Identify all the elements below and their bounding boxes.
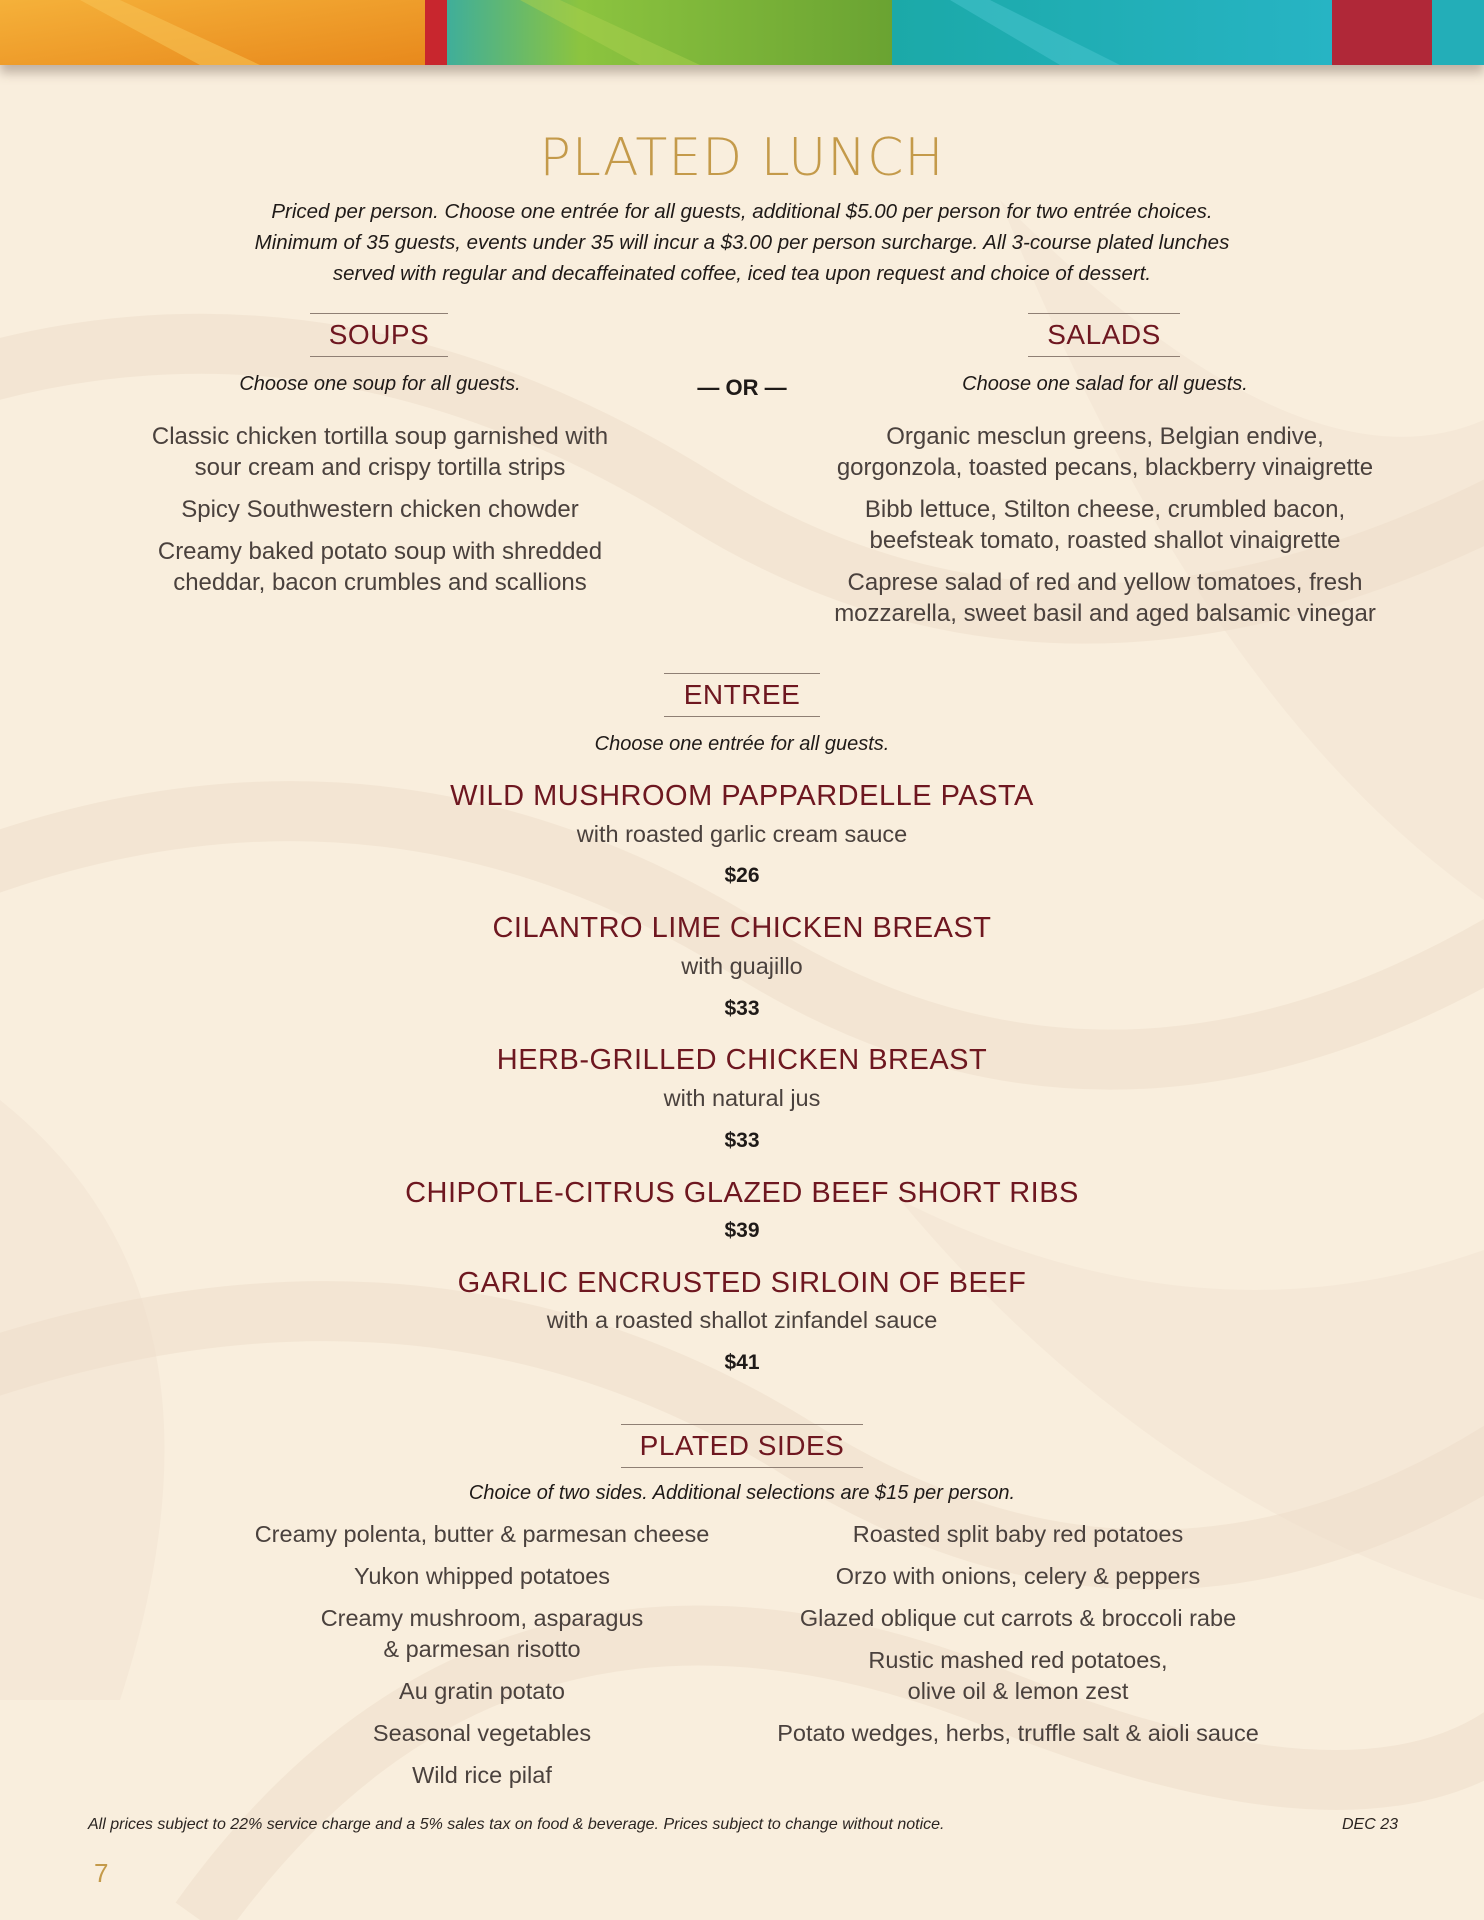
entree-heading: ENTREE	[664, 673, 820, 717]
entree-description: with a roasted shallot zinfandel sauce	[546, 1307, 938, 1333]
salads-list	[800, 421, 1410, 640]
list-item: Au gratin potato	[399, 1678, 565, 1704]
entree-name: HERB-GRILLED CHICKEN BREAST	[496, 1044, 988, 1076]
soups-note: Choose one soup for all guests.	[239, 373, 521, 395]
top-banner	[0, 0, 1484, 65]
list-item: Rustic mashed red potatoes, olive oil & lemon zest	[868, 1647, 1168, 1704]
list-item: Creamy polenta, butter & parmesan cheese	[254, 1521, 710, 1547]
intro-text	[180, 196, 1304, 289]
entree-price: $33	[724, 1129, 760, 1152]
soups-heading: SOUPS	[310, 313, 448, 357]
list-item: Classic chicken tortilla soup garnished with sour cream and crispy tortilla strips	[151, 423, 609, 481]
entree-description: with guajillo	[681, 953, 803, 979]
footer-date: DEC 23	[1341, 1816, 1398, 1833]
intro-line: Minimum of 35 guests, events under 35 will incur a $3.00 per person surcharge. All 3-course plated lunches	[254, 231, 1230, 254]
sides-list-right	[748, 1519, 1288, 1760]
list-item: Bibb lettuce, Stilton cheese, crumbled bacon, beefsteak tomato, roasted shallot vinaigrette	[864, 496, 1346, 554]
entree-note: Choose one entrée for all guests.	[594, 733, 890, 755]
entree-price: $33	[724, 997, 760, 1020]
list-item: Potato wedges, herbs, truffle salt & aioli sauce	[777, 1720, 1259, 1746]
page-title: PLATED LUNCH	[539, 128, 945, 188]
entree-description: with natural jus	[663, 1085, 821, 1111]
salads-note: Choose one salad for all guests.	[962, 373, 1248, 395]
list-item: Yukon whipped potatoes	[353, 1563, 611, 1589]
list-item: Caprese salad of red and yellow tomatoes, fresh mozzarella, sweet basil and aged balsamic vinegar	[834, 569, 1376, 627]
sides-note: Choice of two sides. Additional selections are $15 per person.	[468, 1482, 1016, 1504]
entree-name: GARLIC ENCRUSTED SIRLOIN OF BEEF	[457, 1267, 1027, 1299]
footer-note: All prices subject to 22% service charge and a 5% sales tax on food & beverage. Prices subject to change without notice.	[88, 1816, 945, 1833]
entree-price: $26	[724, 864, 760, 887]
entree-name: WILD MUSHROOM PAPPARDELLE PASTA	[450, 780, 1034, 812]
list-item: Spicy Southwestern chicken chowder	[181, 496, 579, 523]
list-item: Seasonal vegetables	[372, 1720, 592, 1746]
soups-list	[100, 421, 660, 609]
entree-description: with roasted garlic cream sauce	[576, 821, 908, 847]
list-item: Orzo with onions, celery & peppers	[835, 1563, 1201, 1589]
intro-line: Priced per person. Choose one entrée for all guests, additional $5.00 per person for two entrée choices.	[271, 200, 1213, 223]
salads-heading: SALADS	[1028, 313, 1180, 357]
list-item: Organic mesclun greens, Belgian endive, gorgonzola, toasted pecans, blackberry vinaigrette	[836, 423, 1374, 481]
entree-price: $41	[724, 1351, 760, 1374]
list-item: Creamy baked potato soup with shredded cheddar, bacon crumbles and scallions	[157, 538, 603, 596]
or-separator: — OR —	[697, 375, 787, 400]
sides-heading: PLATED SIDES	[621, 1424, 863, 1468]
list-item: Creamy mushroom, asparagus & parmesan risotto	[320, 1605, 644, 1662]
list-item: Wild rice pilaf	[412, 1762, 552, 1788]
sides-list-left	[222, 1519, 742, 1802]
entree-name: CILANTRO LIME CHICKEN BREAST	[492, 912, 992, 944]
list-item: Roasted split baby red potatoes	[852, 1521, 1184, 1547]
page-number: 7	[94, 1858, 109, 1888]
intro-line: served with regular and decaffeinated coffee, iced tea upon request and choice of dessert.	[332, 262, 1152, 285]
entree-price: $39	[724, 1219, 760, 1242]
entree-name: CHIPOTLE-CITRUS GLAZED BEEF SHORT RIBS	[405, 1177, 1079, 1209]
list-item: Glazed oblique cut carrots & broccoli rabe	[799, 1605, 1237, 1631]
